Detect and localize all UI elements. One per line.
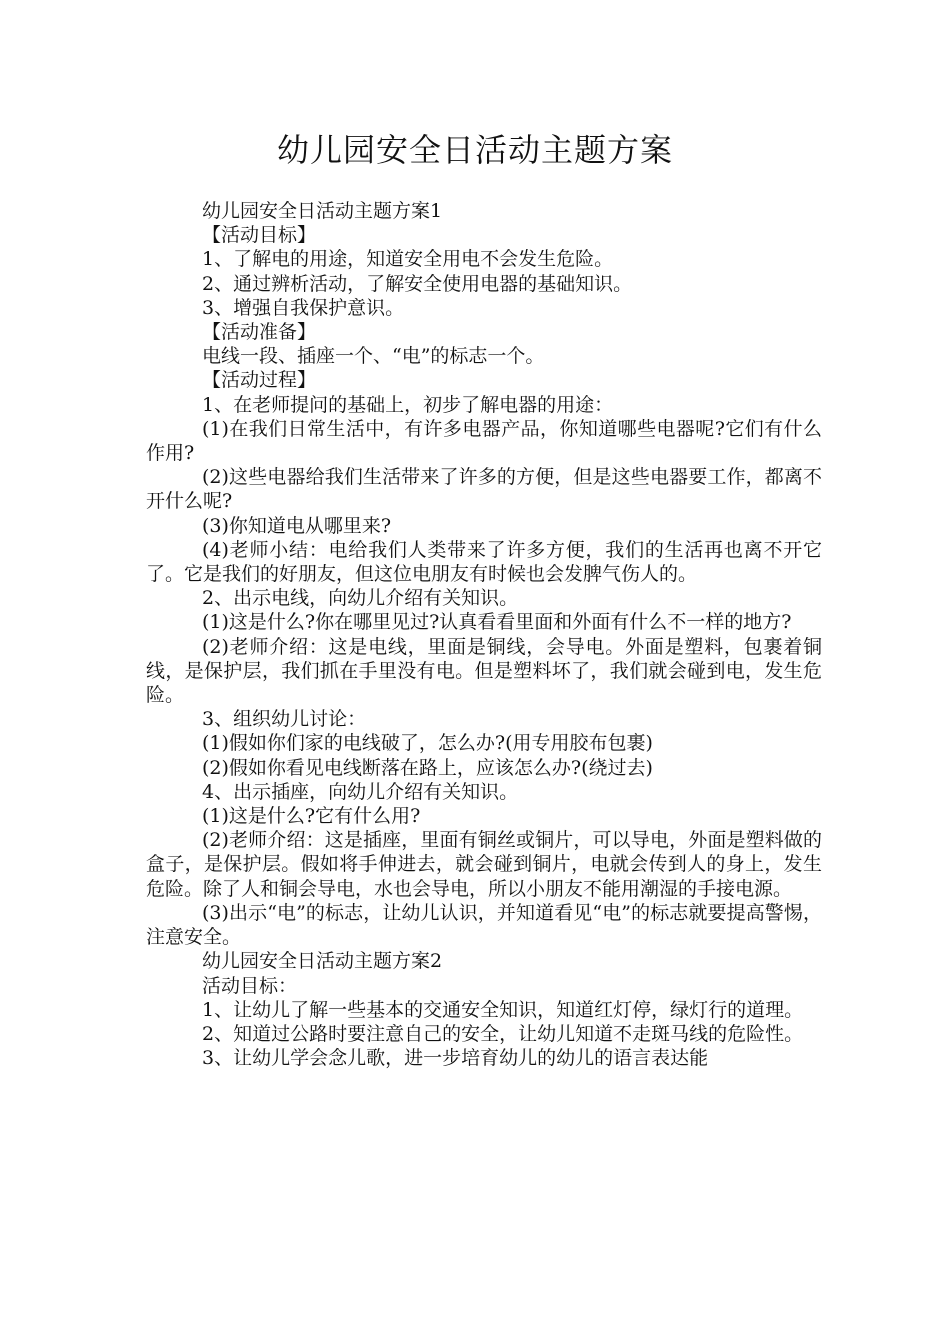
paragraph: (1)在我们日常生活中，有许多电器产品，你知道哪些电器呢?它们有什么作用? [146, 417, 822, 465]
paragraph: 1、在老师提问的基础上，初步了解电器的用途： [202, 393, 614, 416]
paragraph: (4)老师小结：电给我们人类带来了许多方便，我们的生活再也离不开它了。它是我们的好朋友，但这位电朋友有时候也会发脾气伤人的。 [146, 538, 822, 586]
paragraph: 3、增强自我保护意识。 [202, 296, 405, 319]
paragraph: 3、组织幼儿讨论： [202, 708, 367, 731]
paragraph: 【活动过程】 [202, 369, 317, 392]
paragraph: 2、出示电线，向幼儿介绍有关知识。 [202, 587, 519, 610]
paragraph: (2)假如你看见电线断落在路上，应该怎么办?(绕过去) [202, 756, 653, 779]
paragraph: 4、出示插座，向幼儿介绍有关知识。 [202, 780, 519, 803]
paragraph: (1)假如你们家的电线破了，怎么办?(用专用胶布包裹) [202, 732, 653, 755]
paragraph: 【活动目标】 [202, 224, 317, 247]
paragraph: 电线一段、插座一个、“电”的标志一个。 [202, 345, 545, 368]
paragraph: (3)出示“电”的标志，让幼儿认识，并知道看见“电”的标志就要提高警惕，注意安全。 [146, 901, 822, 949]
document-body [146, 199, 822, 1070]
paragraph: 【活动准备】 [202, 321, 317, 344]
paragraph: 3、让幼儿学会念儿歌，进一步培育幼儿的幼儿的语言表达能 [202, 1047, 709, 1070]
paragraph: 活动目标： [202, 974, 298, 997]
paragraph: (1)这是什么?你在哪里见过?认真看看里面和外面有什么不一样的地方? [202, 611, 792, 634]
document-title: 幼儿园安全日活动主题方案 [276, 131, 673, 169]
paragraph: (2)这些电器给我们生活带来了许多的方便，但是这些电器要工作，都离不开什么呢? [146, 466, 822, 513]
paragraph: (2)老师介绍：这是插座，里面有铜丝或铜片，可以导电，外面是塑料做的盒子，是保护层。假如将手伸进去，就会碰到铜片，电就会传到人的身上，发生危险。除了人和铜会导电，水也会导电，所以小朋友不能用潮湿的手接电源。 [146, 829, 822, 900]
paragraph: 1、了解电的用途，知道安全用电不会发生危险。 [202, 248, 614, 271]
paragraph: 幼儿园安全日活动主题方案1 [202, 200, 443, 222]
paragraph: (1)这是什么?它有什么用? [202, 805, 421, 828]
paragraph: (2)老师介绍：这是电线，里面是铜线，会导电。外面是塑料，包裹着铜线，是保护层，我们抓在手里没有电。但是塑料坏了，我们就会碰到电，发生危险。 [146, 635, 822, 707]
paragraph: 1、让幼儿了解一些基本的交通安全知识，知道红灯停，绿灯行的道理。 [202, 998, 804, 1021]
paragraph: 2、通过辨析活动，了解安全使用电器的基础知识。 [202, 272, 633, 295]
paragraph: 幼儿园安全日活动主题方案2 [202, 950, 443, 973]
paragraph: 2、知道过公路时要注意自己的安全，让幼儿知道不走斑马线的危险性。 [202, 1022, 804, 1045]
paragraph: (3)你知道电从哪里来? [202, 514, 392, 537]
